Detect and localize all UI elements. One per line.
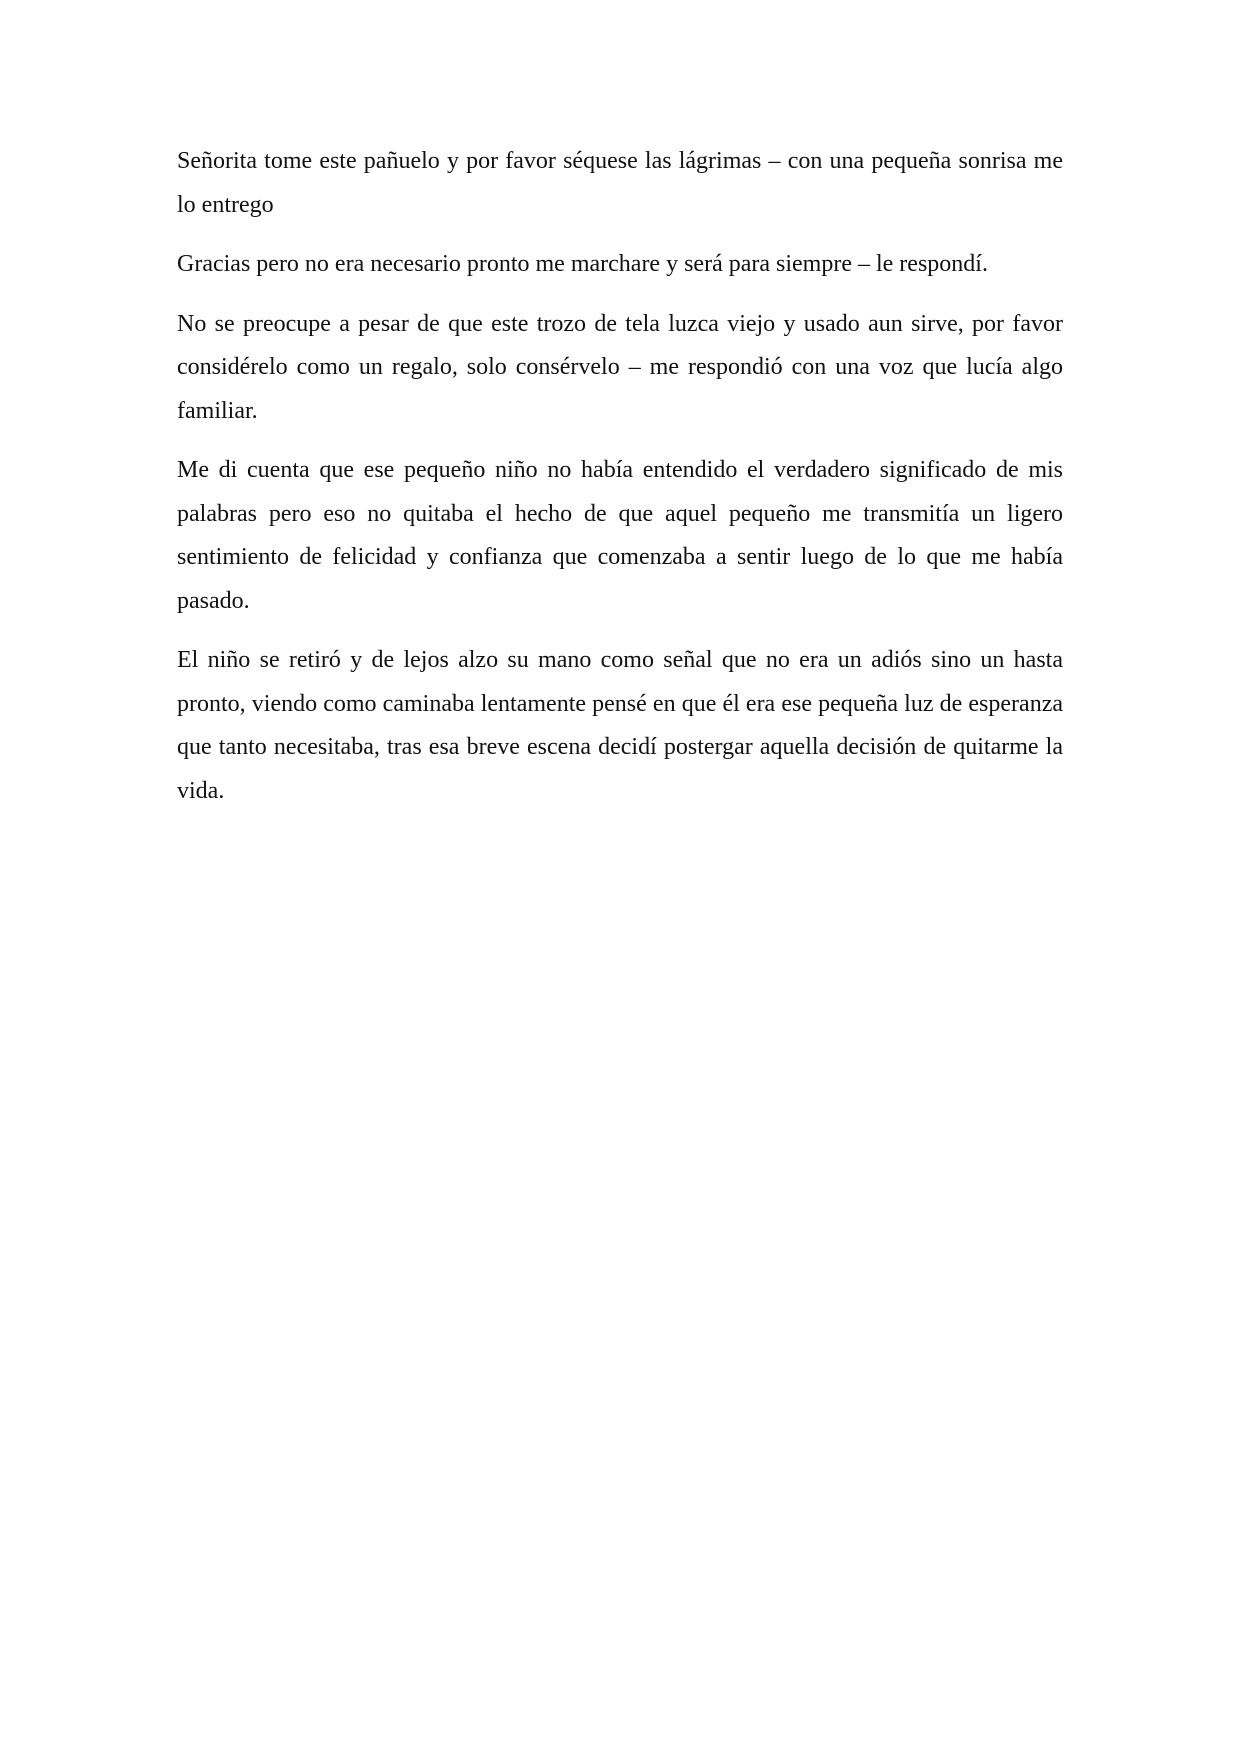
- paragraph-3: No se preocupe a pesar de que este trozo de tela luzca viejo y usado aun sirve, por favor considérelo como un regalo, solo consérvelo – me respondió con una voz que lucía algo familiar.: [177, 310, 1063, 424]
- paragraph-4: Me di cuenta que ese pequeño niño no había entendido el verdadero significado de mis palabras pero eso no quitaba el hecho de que aquel pequeño me transmitía un ligero sentimiento de felicidad y confianza que comenzaba a sentir luego de lo que me había pasado.: [177, 457, 1063, 614]
- document-body: [177, 140, 1063, 829]
- paragraph-2: Gracias pero no era necesario pronto me marchare y será para siempre – le respondí.: [177, 251, 988, 277]
- paragraph-1: Señorita tome este pañuelo y por favor séquese las lágrimas – con una pequeña sonrisa me lo entrego: [177, 148, 1063, 218]
- paragraph-5: El niño se retiró y de lejos alzo su mano como señal que no era un adiós sino un hasta pronto, viendo como caminaba lentamente pensé en que él era ese pequeña luz de esperanza que tanto necesitaba, tras esa breve escena decidí postergar aquella decisión de quitarme la vida.: [177, 647, 1063, 804]
